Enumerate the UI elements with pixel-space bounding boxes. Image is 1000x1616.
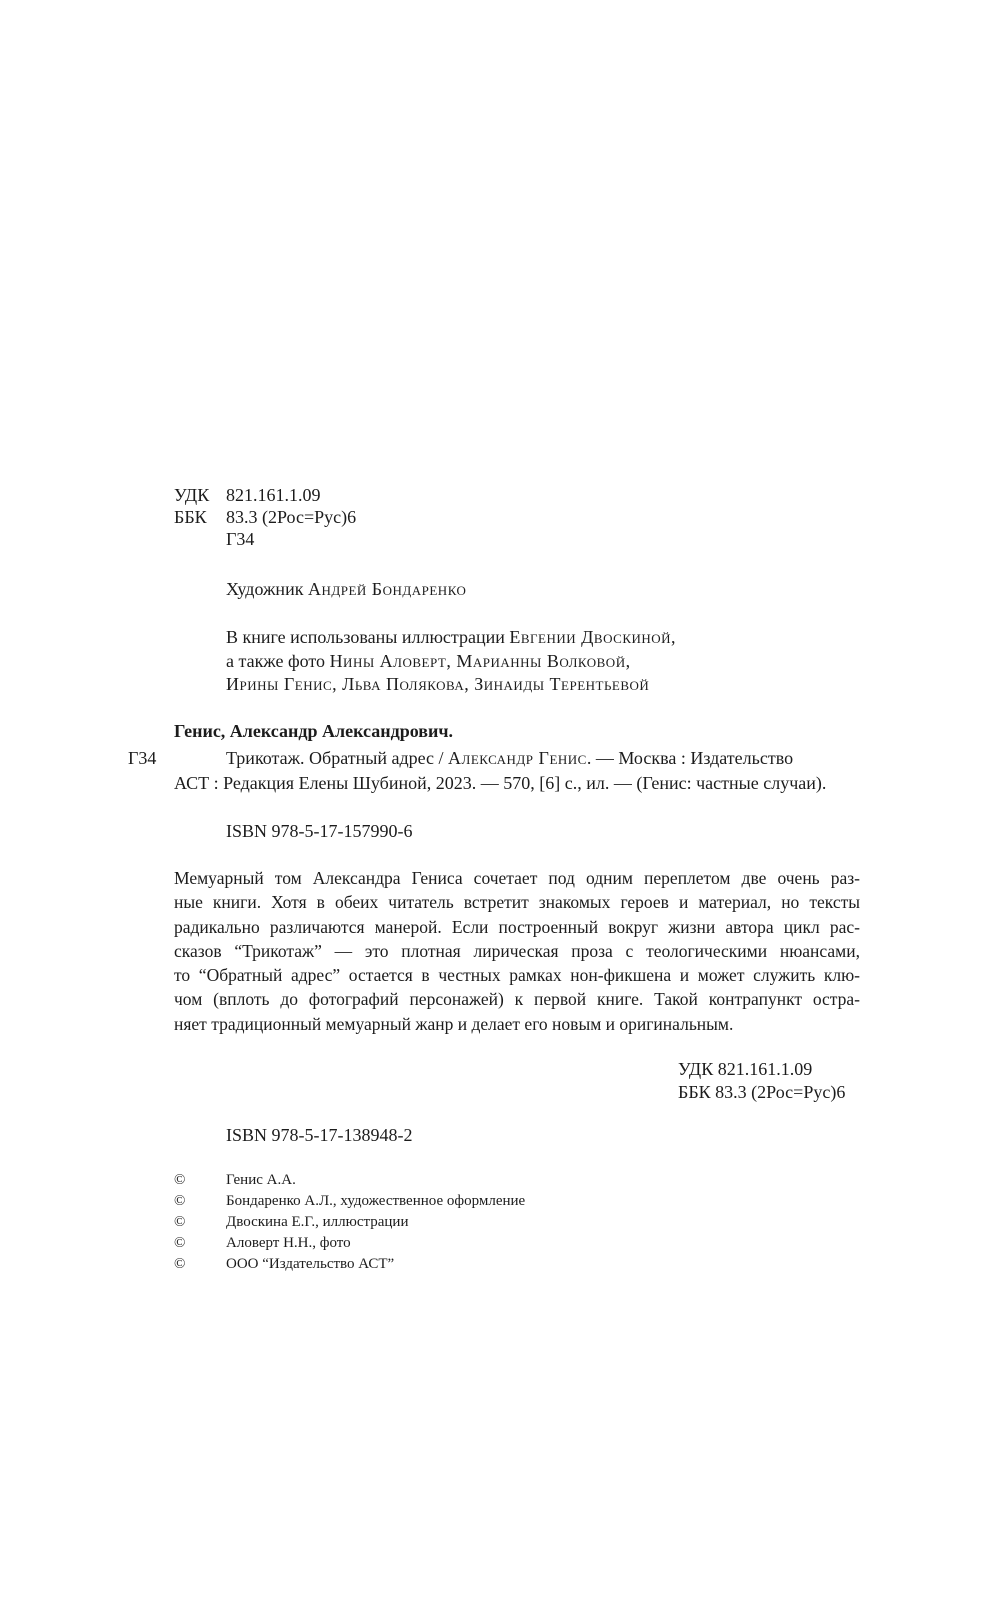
annotation-line: ные книги. Хотя в обеих читатель встретит знакомых героев и материал, но тексты [174,892,860,913]
copyright-icon: © [174,1256,186,1272]
bbk-value: 83.3 (2Рос=Рус)6 [226,507,357,527]
photographer-names-1: Нины Аловерт, Марианны Волковой, [329,650,631,671]
annotation-line: чом (вплоть до фотографий персонажей) к первой книге. Такой контрапункт остра- [174,989,860,1010]
illustrations-line-2: а также фото Нины Аловерт, Марианны Волковой, [226,650,631,671]
copyright-block [174,1170,525,1275]
copyright-icon: © [174,1193,186,1209]
annotation-line: радикально различаются манерой. Если построенный вокруг жизни автора цикл рас- [174,916,860,937]
annotation-line: сказов “Трикотаж” — это плотная лирическая проза с теологическими нюансами, [174,940,860,961]
copyright-row [174,1233,525,1254]
photographer-names-2: Ирины Генис, Льва Полякова, Зинаиды Терентьевой [226,674,650,694]
record-isbn: ISBN 978-5-17-157990-6 [226,821,413,841]
copyright-icon: © [174,1235,186,1251]
illustrations-line-1: В книге использованы иллюстрации Евгении Двоскиной, [226,627,676,647]
copyright-holder: Генис А.А. [226,1172,296,1188]
annotation-line: то “Обратный адрес” остается в честных рамках нон-фикшена и может служить клю- [174,965,860,986]
udk-value: 821.161.1.09 [226,485,321,505]
udk-label: УДК [174,485,210,505]
udk-row [174,484,356,506]
artist-credit [226,578,466,600]
record-line-2: АСТ : Редакция Елены Шубиной, 2023. — 570, [6] с., ил. — (Генис: частные случаи). [174,773,827,793]
copyright-row [174,1212,525,1233]
classification-block-bottom [678,1058,845,1104]
author-mark-row [174,528,356,550]
copyright-row [174,1170,525,1191]
copyright-icon: © [174,1172,186,1188]
bbk-row [174,506,356,528]
book-title: Трикотаж. Обратный адрес / [226,748,449,768]
annotation-line: Мемуарный том Александра Гениса сочетает под одним переплетом две очень раз- [174,868,860,888]
author-mark-margin: Г34 [128,748,157,768]
author-heading: Генис, Александр Александрович. [174,721,454,741]
author-mark: Г34 [226,529,255,549]
copyright-holder: Аловерт Н.Н., фото [226,1235,351,1251]
udk-bottom: УДК 821.161.1.09 [678,1059,813,1079]
annotation-line: няет традиционный мемуарный жанр и делает его новым и оригинальным. [174,1013,734,1034]
artist-name: Андрей Бондаренко [307,579,467,599]
copyright-holder: Бондаренко А.Л., художественное оформление [226,1193,526,1209]
copyright-holder: ООО “Издательство АСТ” [226,1256,395,1272]
illustrator-name: Евгении Двоскиной [509,627,672,647]
record-line-1: Трикотаж. Обратный адрес / Александр Генис. — Москва : Издательство [226,748,794,768]
copyright-icon: © [174,1214,186,1230]
copyright-holder: Двоскина Е.Г., иллюстрации [226,1214,409,1230]
annotation-paragraph [174,866,860,1036]
bbk-bottom: ББК 83.3 (2Рос=Рус)6 [678,1082,846,1102]
record-author: Александр Генис [448,748,587,768]
isbn-main: ISBN 978-5-17-138948-2 [226,1125,413,1145]
copyright-row [174,1254,525,1275]
classification-block-top [174,484,356,550]
illustrations-credit [226,626,676,697]
artist-prefix: Художник [226,579,304,599]
bbk-label: ББК [174,507,207,527]
copyright-row [174,1191,525,1212]
